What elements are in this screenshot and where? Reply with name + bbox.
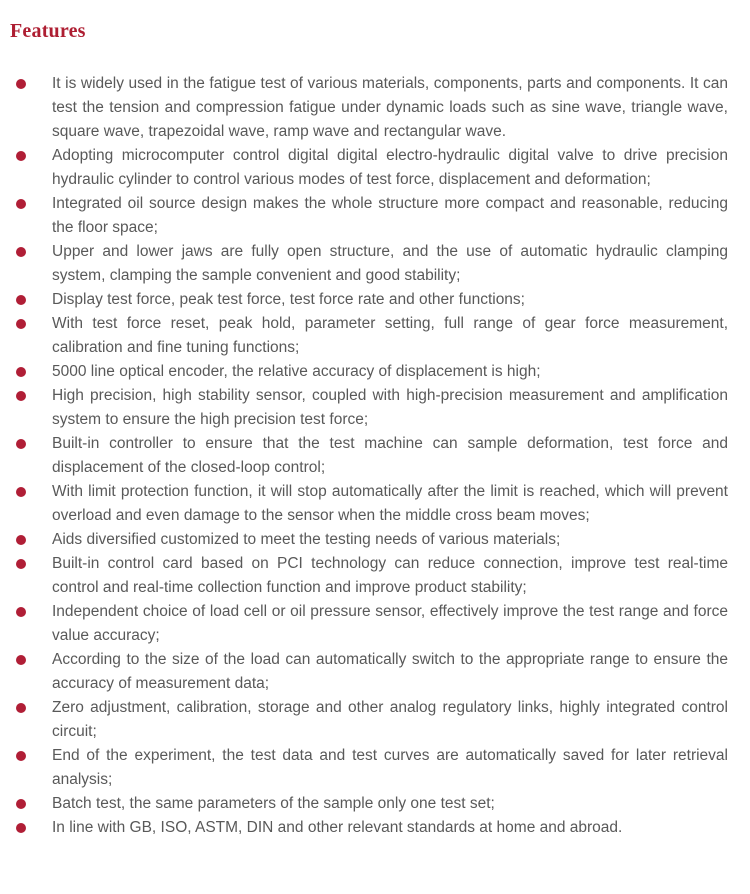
feature-list-item: [0, 744, 750, 792]
feature-text: Upper and lower jaws are fully open structure, and the use of automatic hydraulic clamping system, clamping the sample convenient and good stability;: [52, 243, 728, 284]
bullet-icon: [16, 751, 26, 761]
feature-list-item: [0, 552, 750, 600]
feature-text: High precision, high stability sensor, coupled with high-precision measurement and amplification system to ensure the high precision test force;: [52, 387, 728, 428]
bullet-icon: [16, 607, 26, 617]
feature-text: Adopting microcomputer control digital digital electro-hydraulic digital valve to drive precision hydraulic cylinder to control various modes of test force, displacement and deformation;: [52, 147, 728, 188]
bullet-icon: [16, 295, 26, 305]
feature-list-item: [0, 528, 750, 552]
bullet-icon: [16, 487, 26, 497]
feature-text: With limit protection function, it will stop automatically after the limit is reached, which will prevent overload and even damage to the sensor when the middle cross beam moves;: [52, 483, 728, 524]
feature-text: Display test force, peak test force, test force rate and other functions;: [52, 291, 525, 308]
bullet-icon: [16, 79, 26, 89]
feature-list-item: [0, 240, 750, 288]
bullet-icon: [16, 319, 26, 329]
feature-text: With test force reset, peak hold, parameter setting, full range of gear force measurement, calibration and fine tuning functions;: [52, 315, 728, 356]
bullet-icon: [16, 535, 26, 545]
feature-text: Batch test, the same parameters of the sample only one test set;: [52, 795, 495, 812]
feature-text: According to the size of the load can automatically switch to the appropriate range to ensure the accuracy of measurement data;: [52, 651, 728, 692]
page-title: Features: [10, 20, 86, 42]
bullet-icon: [16, 151, 26, 161]
feature-text: Integrated oil source design makes the whole structure more compact and reasonable, reducing the floor space;: [52, 195, 728, 236]
feature-text: Zero adjustment, calibration, storage and other analog regulatory links, highly integrated control circuit;: [52, 699, 728, 740]
bullet-icon: [16, 199, 26, 209]
feature-text: Aids diversified customized to meet the testing needs of various materials;: [52, 531, 561, 548]
feature-list-item: [0, 384, 750, 432]
feature-text: Built-in controller to ensure that the test machine can sample deformation, test force and displacement of the closed-loop control;: [52, 435, 728, 476]
feature-list-item: [0, 792, 750, 816]
bullet-icon: [16, 391, 26, 401]
feature-list-item: [0, 600, 750, 648]
feature-text: Built-in control card based on PCI technology can reduce connection, improve test real-time control and real-time collection function and improve product stability;: [52, 555, 728, 596]
bullet-icon: [16, 439, 26, 449]
feature-list-item: [0, 312, 750, 360]
bullet-icon: [16, 703, 26, 713]
feature-text: In line with GB, ISO, ASTM, DIN and other relevant standards at home and abroad.: [52, 819, 623, 836]
feature-list-item: [0, 144, 750, 192]
bullet-icon: [16, 367, 26, 377]
feature-text: 5000 line optical encoder, the relative accuracy of displacement is high;: [52, 363, 541, 380]
bullet-icon: [16, 655, 26, 665]
feature-list-item: [0, 72, 750, 144]
feature-text: End of the experiment, the test data and test curves are automatically saved for later retrieval analysis;: [52, 747, 728, 788]
bullet-icon: [16, 559, 26, 569]
feature-list-item: [0, 432, 750, 480]
bullet-icon: [16, 823, 26, 833]
feature-list-item: [0, 480, 750, 528]
feature-list-item: [0, 696, 750, 744]
feature-list-item: [0, 648, 750, 696]
feature-list: [0, 72, 750, 840]
feature-text: It is widely used in the fatigue test of various materials, components, parts and components. It can test the tension and compression fatigue under dynamic loads such as sine wave, triangle wave, square wave, trapezoidal wave, ramp wave and rectangular wave.: [52, 75, 728, 140]
feature-list-item: [0, 816, 750, 840]
feature-list-item: [0, 360, 750, 384]
feature-list-item: [0, 288, 750, 312]
bullet-icon: [16, 799, 26, 809]
bullet-icon: [16, 247, 26, 257]
feature-text: Independent choice of load cell or oil pressure sensor, effectively improve the test range and force value accuracy;: [52, 603, 728, 644]
feature-list-item: [0, 192, 750, 240]
